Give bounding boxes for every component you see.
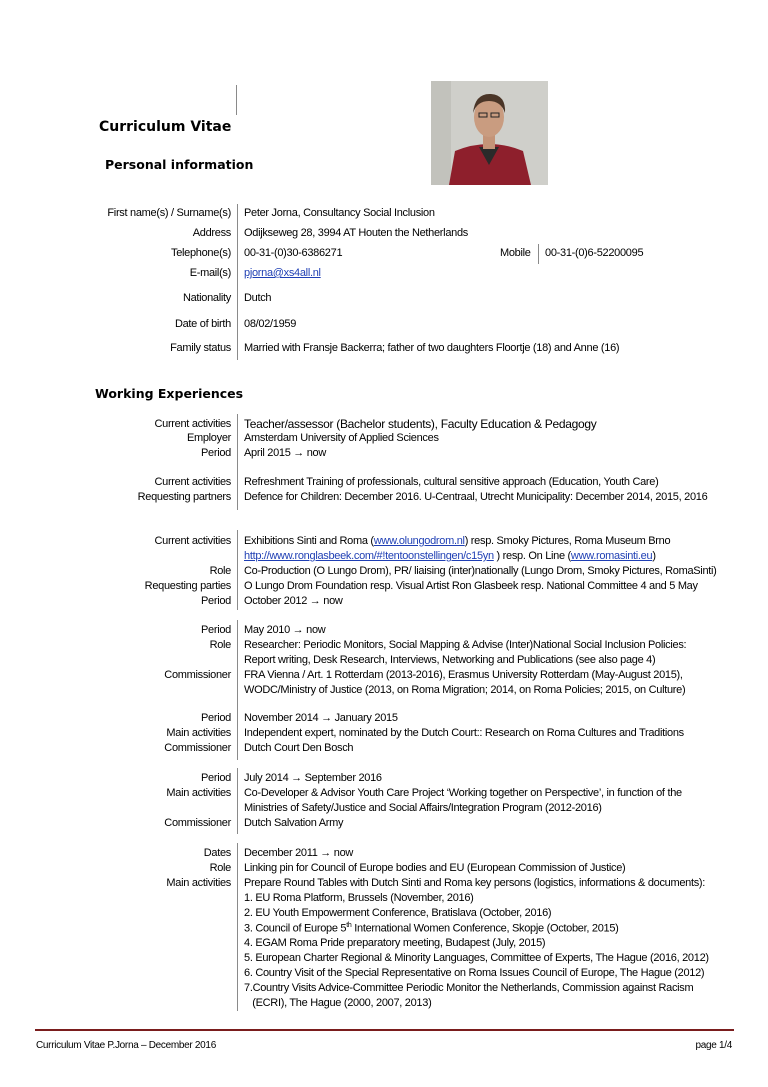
b7-label-main: Main activities bbox=[166, 877, 231, 889]
label-nationality: Nationality bbox=[182, 292, 231, 304]
b7-list-item: 7.Country Visits Advice-Committee Periodic Monitor the Netherlands, Commission against Racism bbox=[244, 982, 694, 994]
b6-main-line2: Ministries of Safety/Justice and Social Affairs/Integration Program (2012-2016) bbox=[244, 802, 602, 814]
b3-parties: O Lungo Drom Foundation resp. Visual Artist Ron Glasbeek resp. National Committee 4 and 5 May bbox=[244, 580, 698, 592]
b2-label-partners: Requesting partners bbox=[137, 491, 231, 503]
b4-commissioner-line2: WODC/Ministry of Justice (2013, on Roma Migration; 2014, on Roma Policies; 2015, on Culture) bbox=[244, 684, 686, 696]
b2-activity: Refreshment Training of professionals, cultural sensitive approach (Education, Youth Care) bbox=[244, 476, 659, 488]
value-telephone: 00-31-(0)30-6386271 bbox=[244, 247, 343, 259]
b2-partners: Defence for Children: December 2016. U-Centraal, Utrecht Municipality: December 2014, 2015, 2016 bbox=[244, 491, 708, 503]
b1-employer: Amsterdam University of Applied Sciences bbox=[244, 432, 439, 444]
b7-list-item: 4. EGAM Roma Pride preparatory meeting, Budapest (July, 2015) bbox=[244, 937, 546, 949]
b3-activity-line1: Exhibitions Sinti and Roma (www.olungodrom.nl) resp. Smoky Pictures, Roma Museum Brno bbox=[244, 535, 671, 547]
romasinti-link[interactable]: www.romasinti.eu bbox=[570, 550, 653, 562]
b3-role: Co-Production (O Lungo Drom), PR/ liaising (inter)nationally (Lungo Drom, Smoky Pictures, RomaSinti) bbox=[244, 565, 717, 577]
label-mobile: Mobile bbox=[500, 247, 531, 259]
b3-label-period: Period bbox=[201, 595, 231, 607]
b6-label-period: Period bbox=[201, 772, 231, 784]
b4-label-period: Period bbox=[201, 624, 231, 636]
work-divider-4 bbox=[237, 768, 238, 834]
b7-list-item: (ECRI), The Hague (2000, 2007, 2013) bbox=[244, 997, 432, 1009]
label-telephone: Telephone(s) bbox=[171, 247, 231, 259]
person-photo-icon bbox=[431, 81, 548, 185]
b5-label-commissioner: Commissioner bbox=[164, 742, 231, 754]
b7-label-role: Role bbox=[209, 862, 231, 874]
value-family: Married with Fransje Backerra; father of two daughters Floortje (18) and Anne (16) bbox=[244, 342, 620, 354]
email-link[interactable]: pjorna@xs4all.nl bbox=[244, 267, 321, 279]
b3-period: October 2012 → now bbox=[244, 595, 343, 607]
b1-label-employer: Employer bbox=[186, 432, 231, 444]
header-divider bbox=[236, 85, 237, 115]
b7-list-item: 3. Council of Europe 5th International Women Conference, Skopje (October, 2015) bbox=[244, 922, 619, 935]
page-title: Curriculum Vitae bbox=[99, 119, 232, 135]
b1-activity: Teacher/assessor (Bachelor students), Faculty Education & Pedagogy bbox=[244, 417, 597, 431]
label-family: Family status bbox=[170, 342, 231, 354]
work-divider-3 bbox=[237, 620, 238, 760]
b7-label-dates: Dates bbox=[203, 847, 231, 859]
b3-label-activity: Current activities bbox=[154, 535, 231, 547]
work-divider-5 bbox=[237, 843, 238, 1011]
footer-rule bbox=[35, 1029, 734, 1031]
profile-photo bbox=[431, 81, 548, 185]
b3-label-parties: Requesting parties bbox=[144, 580, 231, 592]
olungodrom-link[interactable]: www.olungodrom.nl bbox=[373, 535, 465, 547]
label-dob: Date of birth bbox=[174, 318, 231, 330]
b1-label-period: Period bbox=[201, 447, 231, 459]
b7-main: Prepare Round Tables with Dutch Sinti and Roma key persons (logistics, informations & documents): bbox=[244, 877, 706, 889]
work-heading: Working Experiences bbox=[95, 386, 244, 401]
value-nationality: Dutch bbox=[244, 292, 272, 304]
b5-label-period: Period bbox=[201, 712, 231, 724]
b1-period: April 2015 → now bbox=[244, 447, 327, 459]
value-mobile: 00-31-(0)6-52200095 bbox=[545, 247, 644, 259]
b1-label-activity: Current activities bbox=[154, 418, 231, 430]
b3-label-role: Role bbox=[209, 565, 231, 577]
value-dob: 08/02/1959 bbox=[244, 318, 297, 330]
b6-label-commissioner: Commissioner bbox=[164, 817, 231, 829]
label-name: First name(s) / Surname(s) bbox=[107, 207, 231, 219]
b7-list-item: 5. European Charter Regional & Minority Languages, Committee of Experts, The Hague (2016, 2012) bbox=[244, 952, 709, 964]
mobile-divider bbox=[538, 244, 539, 264]
b4-label-role: Role bbox=[209, 639, 231, 651]
b5-commissioner: Dutch Court Den Bosch bbox=[244, 742, 354, 754]
work-divider-2 bbox=[237, 530, 238, 610]
b4-label-commissioner: Commissioner bbox=[164, 669, 231, 681]
b4-period: May 2010 → now bbox=[244, 624, 326, 636]
b5-period: November 2014 → January 2015 bbox=[244, 712, 398, 724]
b7-dates: December 2011 → now bbox=[244, 847, 354, 859]
b6-main-line1: Co-Developer & Advisor Youth Care Project ‘Working together on Perspective’, in function of the bbox=[244, 787, 682, 799]
b5-main: Independent expert, nominated by the Dutch Court:: Research on Roma Cultures and Traditions bbox=[244, 727, 684, 739]
b7-list-item: 1. EU Roma Platform, Brussels (November, 2016) bbox=[244, 892, 474, 904]
value-address: Odijkseweg 28, 3994 AT Houten the Netherlands bbox=[244, 227, 468, 239]
b7-list-item: 2. EU Youth Empowerment Conference, Bratislava (October, 2016) bbox=[244, 907, 552, 919]
b4-commissioner-line1: FRA Vienna / Art. 1 Rotterdam (2013-2016), Erasmus University Rotterdam (May-August 2015), bbox=[244, 669, 683, 681]
b2-label-activity: Current activities bbox=[154, 476, 231, 488]
label-address: Address bbox=[192, 227, 231, 239]
value-name: Peter Jorna, Consultancy Social Inclusion bbox=[244, 207, 435, 219]
b4-role-line2: Report writing, Desk Research, Interviews, Networking and Publications (see also page 4) bbox=[244, 654, 656, 666]
page-number: page 1/4 bbox=[695, 1040, 732, 1051]
b6-commissioner: Dutch Salvation Army bbox=[244, 817, 344, 829]
personal-divider bbox=[237, 204, 238, 360]
work-divider-1 bbox=[237, 414, 238, 510]
b3-activity-line2: http://www.ronglasbeek.com/#!tentoonstellingen/c15yn ) resp. On Line (www.romasinti.eu) bbox=[244, 550, 656, 562]
b4-role-line1: Researcher: Periodic Monitors, Social Mapping & Advise (Inter)National Social Inclusion Policies: bbox=[244, 639, 687, 651]
personal-info-heading: Personal information bbox=[105, 157, 254, 172]
footer-left: Curriculum Vitae P.Jorna – December 2016 bbox=[36, 1040, 216, 1051]
ronglasbeek-link[interactable]: http://www.ronglasbeek.com/#!tentoonstellingen/c15yn bbox=[244, 550, 494, 562]
b6-period: July 2014 → September 2016 bbox=[244, 772, 382, 784]
label-email: E-mail(s) bbox=[189, 267, 231, 279]
b5-label-main: Main activities bbox=[166, 727, 231, 739]
b7-role: Linking pin for Council of Europe bodies and EU (European Commission of Justice) bbox=[244, 862, 626, 874]
b7-list-item: 6. Country Visit of the Special Representative on Roma Issues Council of Europe, The Hague (2012) bbox=[244, 967, 705, 979]
b6-label-main: Main activities bbox=[166, 787, 231, 799]
